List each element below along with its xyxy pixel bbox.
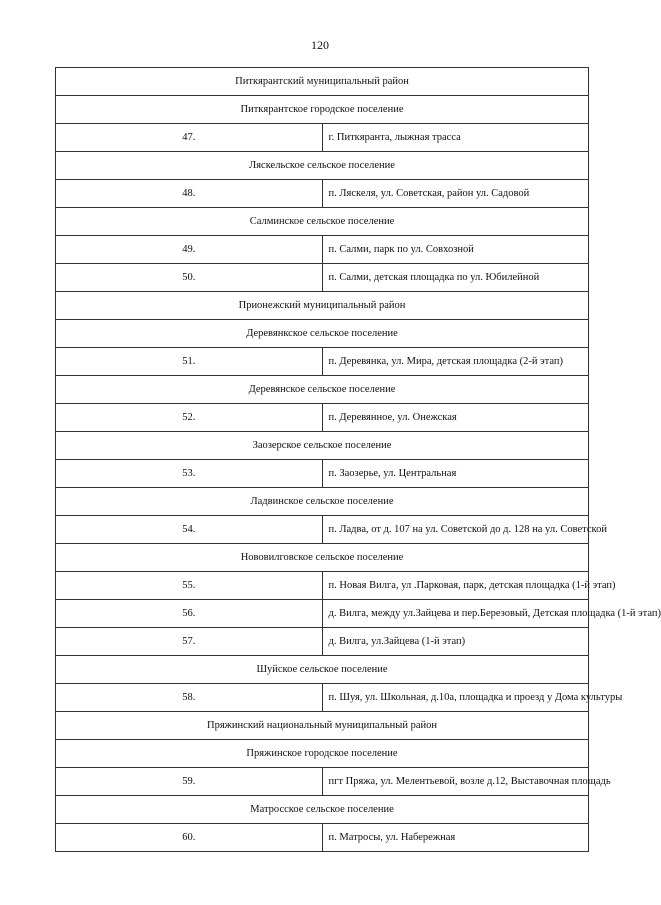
section-heading-row	[56, 292, 589, 320]
section-heading: Матросское сельское поселение	[56, 796, 589, 824]
item-number: 52.	[56, 404, 323, 432]
section-heading: Ладвинское сельское поселение	[56, 488, 589, 516]
table-row	[56, 460, 589, 488]
section-heading: Деревянкское сельское поселение	[56, 320, 589, 348]
section-heading: Питкярантское городское поселение	[56, 96, 589, 124]
item-number: 48.	[56, 180, 323, 208]
item-number: 49.	[56, 236, 323, 264]
item-description: п. Ладва, от д. 107 на ул. Советской до д. 128 на ул. Советской	[322, 516, 589, 544]
item-number: 56.	[56, 600, 323, 628]
item-number: 59.	[56, 768, 323, 796]
table-row	[56, 628, 589, 656]
section-heading-row	[56, 488, 589, 516]
item-description: п. Заозерье, ул. Центральная	[322, 460, 589, 488]
section-heading: Пряжинский национальный муниципальный район	[56, 712, 589, 740]
item-description: п. Шуя, ул. Школьная, д.10а, площадка и проезд у Дома культуры	[322, 684, 589, 712]
table-row	[56, 572, 589, 600]
section-heading-row	[56, 712, 589, 740]
table-row	[56, 236, 589, 264]
section-heading: Деревянское сельское поселение	[56, 376, 589, 404]
table-row	[56, 124, 589, 152]
item-description: п. Ляскеля, ул. Советская, район ул. Садовой	[322, 180, 589, 208]
item-description: п. Салми, детская площадка по ул. Юбилейной	[322, 264, 589, 292]
section-heading: Заозерское сельское поселение	[56, 432, 589, 460]
section-heading: Ляскельское сельское поселение	[56, 152, 589, 180]
section-heading-row	[56, 740, 589, 768]
section-heading: Питкярантский муниципальный район	[56, 68, 589, 96]
item-description: пгт Пряжа, ул. Мелентьевой, возле д.12, Выставочная площадь	[322, 768, 589, 796]
item-description: п. Новая Вилга, ул .Парковая, парк, детская площадка (1-й этап)	[322, 572, 589, 600]
item-description: п. Деревянное, ул. Онежская	[322, 404, 589, 432]
section-heading-row	[56, 320, 589, 348]
item-number: 55.	[56, 572, 323, 600]
item-description: г. Питкяранта, лыжная трасса	[322, 124, 589, 152]
item-description: п. Салми, парк по ул. Совхозной	[322, 236, 589, 264]
table-row	[56, 600, 589, 628]
table-row	[56, 404, 589, 432]
item-description: д. Вилга, ул.Зайцева (1-й этап)	[322, 628, 589, 656]
section-heading-row	[56, 376, 589, 404]
item-number: 57.	[56, 628, 323, 656]
section-heading-row	[56, 68, 589, 96]
settlements-table	[55, 67, 661, 852]
section-heading: Нововилговское сельское поселение	[56, 544, 589, 572]
section-heading: Шуйское сельское поселение	[56, 656, 589, 684]
section-heading-row	[56, 796, 589, 824]
section-heading-row	[56, 96, 589, 124]
item-number: 50.	[56, 264, 323, 292]
table-row	[56, 348, 589, 376]
item-description: п. Деревянка, ул. Мира, детская площадка (2-й этап)	[322, 348, 589, 376]
section-heading: Пряжинское городское поселение	[56, 740, 589, 768]
item-number: 60.	[56, 824, 323, 852]
page-number: 120	[311, 38, 329, 52]
table-row	[56, 824, 589, 852]
table-row	[56, 684, 589, 712]
table-row	[56, 516, 589, 544]
item-description: д. Вилга, между ул.Зайцева и пер.Березовый, Детская площадка (1-й этап)	[322, 600, 589, 628]
table-row	[56, 768, 589, 796]
item-number: 58.	[56, 684, 323, 712]
table-row	[56, 264, 589, 292]
section-heading: Салминское сельское поселение	[56, 208, 589, 236]
item-description: п. Матросы, ул. Набережная	[322, 824, 589, 852]
section-heading: Прионежский муниципальный район	[56, 292, 589, 320]
item-number: 51.	[56, 348, 323, 376]
section-heading-row	[56, 544, 589, 572]
item-number: 47.	[56, 124, 323, 152]
section-heading-row	[56, 152, 589, 180]
section-heading-row	[56, 432, 589, 460]
table-row	[56, 180, 589, 208]
section-heading-row	[56, 656, 589, 684]
item-number: 54.	[56, 516, 323, 544]
item-number: 53.	[56, 460, 323, 488]
section-heading-row	[56, 208, 589, 236]
settlements-table-body	[56, 68, 661, 852]
